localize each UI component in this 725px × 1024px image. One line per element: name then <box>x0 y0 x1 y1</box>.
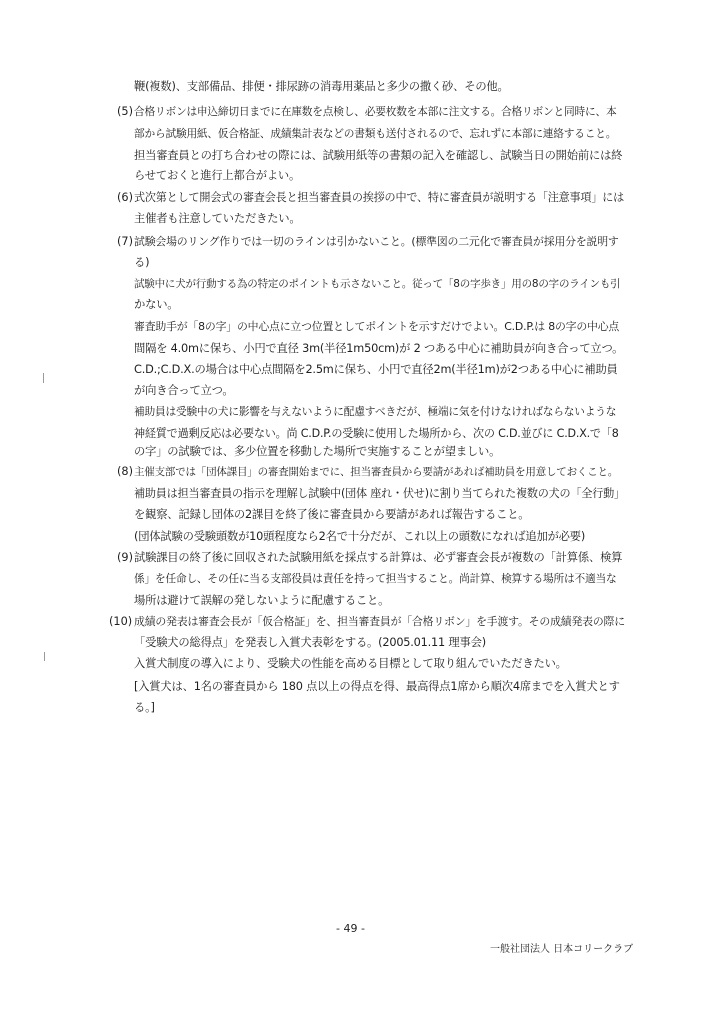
page-number: - 49 - <box>336 922 365 935</box>
text-line: る。] <box>134 701 155 714</box>
text-line: 試験会場のリング作りでは一切のラインは引かないこと。(標準図の二元化で審査員が採用分を説明す <box>134 235 619 248</box>
text-line: 入賞犬制度の導入により、受験犬の性能を高める目標として取り組んでいただきたい。 <box>134 657 567 670</box>
text-line: 補助員は受験中の犬に影響を与えないように配慮すべきだが、極端に気を付けなければならないような <box>134 405 617 418</box>
scan-mark <box>43 373 44 383</box>
text-line: 合格リボンは申込締切日までに在庫数を点検し、必要枚数を本部に注文する。合格リボンと同時に、本 <box>134 105 617 118</box>
item-number-5: (5) <box>117 105 134 118</box>
text-line: が向き合って立つ。 <box>134 384 234 397</box>
text-line: 「受験犬の総得点」を発表し入賞犬表彰をする。(2005.01.11 理事会) <box>134 636 486 649</box>
text-line: の字」の試験では、多少位置を移動した場所で実施することが望ましい。 <box>134 445 501 458</box>
text-line: 担当審査員との打ち合わせの際には、試験用紙等の書類の記入を確認し、試験当日の開始前には終 <box>134 149 623 162</box>
text-line: 補助員は担当審査員の指示を理解し試験中(団体 座れ・伏せ)に割り当てられた複数の犬の「全行動」 <box>134 487 625 500</box>
item-number-6: (6) <box>117 191 134 204</box>
text-line: かない。 <box>134 298 179 311</box>
footer-organization: 一般社団法人 日本コリークラブ <box>490 944 634 955</box>
text-line: (団体試験の受験頭数が10頭程度なら2名で十分だが、これ以上の頭数になれば追加が必要) <box>134 530 586 543</box>
text-line: 試験課目の終了後に回収された試験用紙を採点する計算は、必ず審査会長が複数の「計算係、検算 <box>134 551 623 564</box>
text-line: を観察、記録し団体の2課目を終了後に審査員から要請があれば報告すること。 <box>134 508 530 521</box>
text-line: 主催支部では「団体課目」の審査開始までに、担当審査員から要請があれば補助員を用意しておくこと。 <box>134 466 619 478</box>
text-line: 鞭(複数)、支部備品、排便・排尿跡の消毒用薬品と多少の撒く砂、その他。 <box>134 80 509 93</box>
text-line: 部から試験用紙、仮合格証、成績集計表などの書類も送付されるので、忘れずに本部に連絡すること。 <box>134 127 617 140</box>
item-number-9: (9) <box>117 551 134 564</box>
text-line: る) <box>134 256 150 269</box>
item-number-10: (10) <box>109 615 133 628</box>
text-line: 主催者も注意していただきたい。 <box>134 212 301 225</box>
text-line: らせておくと進行上都合がよい。 <box>134 169 301 182</box>
text-line: 式次第として開会式の審査会長と担当審査員の挨拶の中で、特に審査員が説明する「注意事項」には <box>134 191 625 204</box>
text-line: 係」を任命し、その任に当る支部役員は責任を持って担当すること。尚計算、検算する場所は不適当な <box>134 572 617 585</box>
item-number-7: (7) <box>117 235 134 248</box>
text-line: 神経質で過剰反応は必要ない。尚 C.D.P.の受験に使用した場所から、次の C.D.並びに C.D.X.で「8 <box>134 427 619 440</box>
text-line: 試験中に犬が行動する為の特定のポイントも示さないこと。従って「8の字歩き」用の8の字のラインも引 <box>134 278 621 290</box>
text-line: 間隔を 4.0mに保ち、小円で直径 3m(半径1m50cm)が 2 つある中心に補助員が向き合って立つ。 <box>134 342 624 355</box>
text-line: 成績の発表は審査会長が「仮合格証」を、担当審査員が「合格リボン」を手渡す。その成績発表の際に <box>134 615 625 628</box>
item-number-8: (8) <box>117 465 134 478</box>
text-line: 場所は避けて誤解の発しないように配慮すること。 <box>134 594 390 607</box>
text-line: 審査助手が「8の字」の中心点に立つ位置としてポイントを示すだけでよい。C.D.P.は 8の字の中心点 <box>134 320 620 333</box>
text-line: [入賞犬は、1名の審査員から 180 点以上の得点を得、最高得点1席から順次4席までを入賞犬とす <box>134 680 620 693</box>
scan-mark <box>44 652 45 661</box>
text-line: C.D.;C.D.X.の場合は中心点間隔を2.5mに保ち、小円で直径2m(半径1m)が2つある中心に補助員 <box>134 363 618 376</box>
